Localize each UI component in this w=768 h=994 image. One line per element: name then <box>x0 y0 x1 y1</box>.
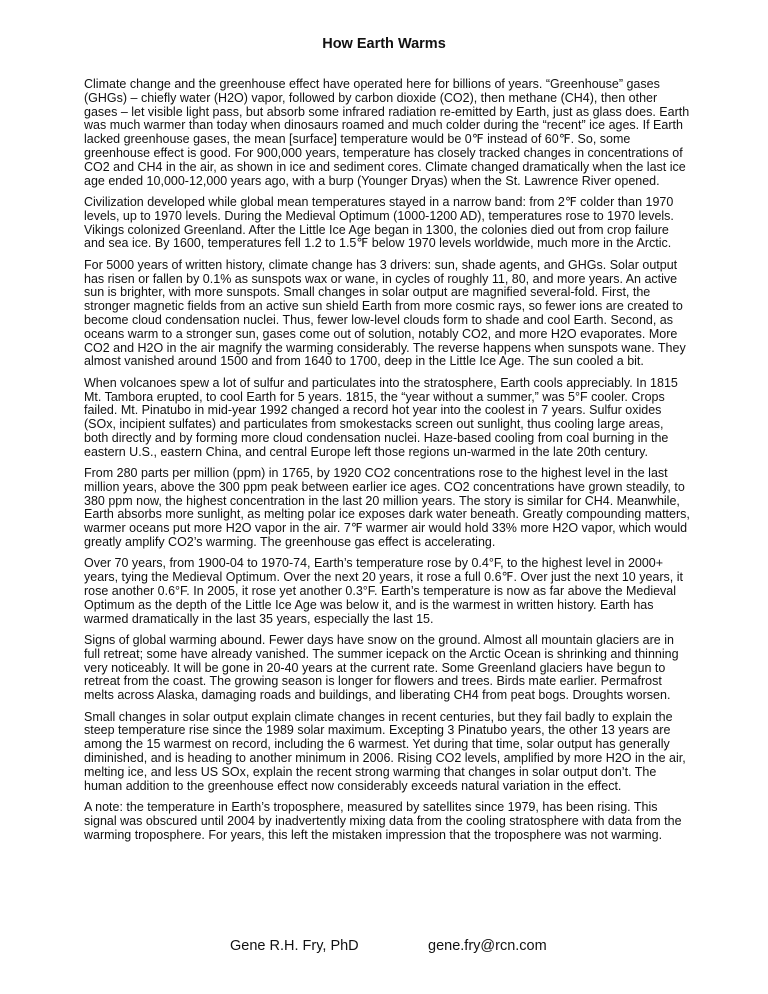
author-email: gene.fry@rcn.com <box>428 938 547 954</box>
document-body <box>84 78 690 850</box>
paragraph-4: When volcanoes spew a lot of sulfur and particulates into the stratosphere, Earth cools appreciably. In 1815 Mt. Tambora erupted, to cool Earth for 5 years. 1815, the “year without a summer,” was 5°F cooler. Crops failed. Mt. Pinatubo in mid-year 1992 changed a record hot year into the coolest in 7 years. Sulfur oxides (SOx, incipient sulfates) and particulates from smokestacks screen out sunlight, thus cooling large areas, both directly and by forming more cloud condensation nuclei. Haze-based cooling from coal burning in the eastern U.S., eastern China, and central Europe left those regions un-warmed in the late 20th century. <box>84 375 678 459</box>
paragraph-1: Climate change and the greenhouse effect have operated here for billions of years. “Greenhouse” gases (GHGs) – chiefly water (H2O) vapor, followed by carbon dioxide (CO2), then methane (CH4), then other gases – let visible light pass, but absorb some infrared radiation re-emitted by Earth, just as glass does. Earth was much warmer than today when dinosaurs roamed and much colder during the “recent” ice ages. If Earth lacked greenhouse gases, the mean [surface] temperature would be 0℉ instead of 60℉. So, some greenhouse effect is good. For 900,000 years, temperature has closely tracked changes in concentrations of CO2 and CH4 in the air, as shown in ice and sediment cores. Climate changed dramatically when the last ice age ended 10,000-12,000 years ago, with a burp (Younger Dryas) when the St. Lawrence River opened. <box>84 77 690 188</box>
document-footer <box>0 938 768 958</box>
paragraph-9: A note: the temperature in Earth’s troposphere, measured by satellites since 1979, has been rising. This signal was obscured until 2004 by inadvertently mixing data from the cooling stratosphere with data from the warming troposphere. For years, this left the mistaken impression that the troposphere was not warming. <box>84 800 682 842</box>
paragraph-6: Over 70 years, from 1900-04 to 1970-74, Earth’s temperature rose by 0.4°F, to the highest level in 2000+ years, tying the Medieval Optimum. Over the next 20 years, it rose a full 0.6℉. Over just the next 10 years, it rose another 0.6°F. In 2005, it rose yet another 0.3°F. Earth’s temperature is now as far above the Medieval Optimum as the depth of the Little Ice Age was below it, and is the warmest in written history. Earth has warmed dramatically in the last 35 years, especially the last 15. <box>84 556 683 626</box>
author-name: Gene R.H. Fry, PhD <box>230 938 359 954</box>
paragraph-2: Civilization developed while global mean temperatures stayed in a narrow band: from 2℉ colder than 1970 levels, up to 1970 levels. During the Medieval Optimum (1000-1200 AD), temperatures rose to 1970 levels. Vikings colonized Greenland. After the Little Ice Age began in 1300, the colonies died out from crop failure and sea ice. By 1600, temperatures fell 1.2 to 1.5℉ below 1970 levels worldwide, much more in the Arctic. <box>84 194 674 251</box>
paragraph-7: Signs of global warming abound. Fewer days have snow on the ground. Almost all mountain glaciers are in full retreat; some have already vanished. The summer icepack on the Arctic Ocean is shrinking and thinning very noticeably. It will be gone in 20-40 years at the current rate. Some Greenland glaciers have begun to retreat from the coast. The growing season is longer for flowers and trees. Birds mate earlier. Permafrost melts across Alaska, damaging roads and buildings, and liberating CH4 from peat bogs. Droughts worsen. <box>84 633 679 703</box>
document-title: How Earth Warms <box>322 36 446 52</box>
paragraph-3: For 5000 years of written history, climate change has 3 drivers: sun, shade agents, and GHGs. Solar output has risen or fallen by 0.1% as sunspots wax or wane, in cycles of roughly 11, 80, and more years. An active sun is brighter, with more sunspots. Small changes in solar output are magnified several-fold. First, the stronger magnetic fields from an active sun shield Earth from more cosmic rays, so fewer ions are created to become cloud condensation nuclei. Thus, fewer low-level clouds form to shade and cool Earth. Second, as oceans warm to a stronger sun, gases come out of solution, notably CO2, and more H2O evaporates. More CO2 and H2O in the air magnify the warming considerably. The reverse happens when sunspots wane. They almost vanished around 1500 and from 1640 to 1700, deep in the Little Ice Age. The sun cooled a bit. <box>84 257 686 369</box>
paragraph-8: Small changes in solar output explain climate changes in recent centuries, but they fail badly to explain the steep temperature rise since the 1989 solar maximum. Excepting 3 Pinatubo years, the other 13 years are among the 15 warmest on record, including the 6 warmest. Yet during that time, solar output has generally diminished, and is heading to another minimum in 2006. Rising CO2 levels, amplified by more H2O in the air, melting ice, and less US SOx, explain the recent strong warming that changes in solar output don’t. The human addition to the greenhouse effect now considerably exceeds natural variation in the effect. <box>84 709 686 793</box>
paragraph-5: From 280 parts per million (ppm) in 1765, by 1920 CO2 concentrations rose to the highest level in the last million years, above the 300 ppm peak between earlier ice ages. CO2 concentrations have grown steadily, to 380 ppm now, the highest concentration in the last 20 million years. The story is similar for CH4. Meanwhile, Earth absorbs more sunlight, as melting polar ice exposes dark water beneath. Greatly compounding matters, warmer oceans put more H2O vapor in the air. 7℉ warmer air would hold 33% more H2O vapor, which would greatly amplify CO2’s warming. The greenhouse gas effect is accelerating. <box>84 466 690 550</box>
